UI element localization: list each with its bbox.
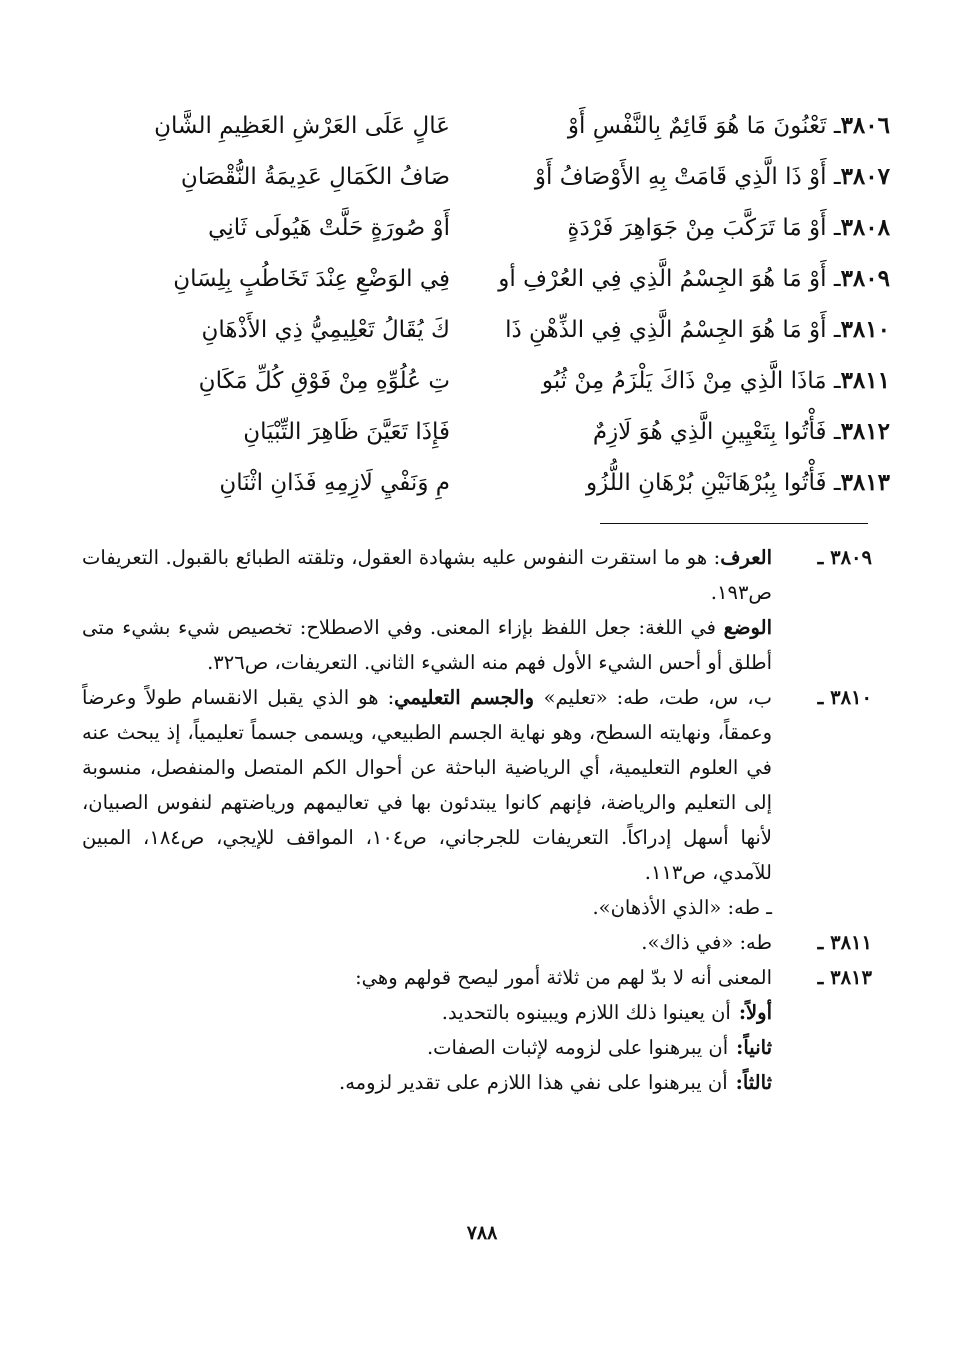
- page-number: ٧٨٨: [466, 1222, 498, 1244]
- verse-second-hemistich: مِ وَنَفْيِ لَازِمِهِ فَذَانِ اثْنَانِ: [219, 469, 450, 496]
- verse-first-hemistich: ٣٨١٣ـ فَأْتُوا بِبُرْهَانَيْنِ بُرْهَانِ اللُّزُو: [585, 469, 890, 496]
- verse: [60, 457, 890, 508]
- footnote-number: ٣٨١٠ ـ: [817, 686, 872, 709]
- footnote-number: ٣٨١٣ ـ: [817, 966, 872, 989]
- footnote-term: والجسم التعليمي: [394, 686, 544, 709]
- verse-number: ٣٨١١: [840, 367, 890, 394]
- verse-first-hemistich: ٣٨٠٨ـ أَوْ مَا تَرَكَّبَ مِنْ جَوَاهِرَ فَرْدَةٍ: [567, 214, 890, 241]
- verse-first-hemistich: ٣٨١٠ـ أَوْ مَا هُوَ الجِسْمُ الَّذِي فِي الذِّهْنِ ذَا: [505, 316, 890, 343]
- list-item: ثالثاً: أن يبرهنوا على نفي هذا اللازم على تقدير لزومه.: [339, 1071, 772, 1094]
- verse-second-hemistich: صَافُ الكَمَالِ عَدِيمَةُ النُّقْصَانِ: [180, 163, 450, 190]
- verse-number: ٣٨٠٨: [840, 214, 890, 241]
- footnote-variant: ب، س، طت، طه: «تعليم»: [543, 686, 772, 709]
- verse-first-hemistich: ٣٨٠٦ـ تَعْنُونَ مَا هُوَ قَائِمٌ بِالنَّفْسِ أَوْ: [567, 112, 890, 139]
- verse-second-hemistich: فَإِذَا تَعَيَّنَ ظَاهِرَ التِّبْيَانِ: [243, 418, 450, 445]
- footnote-text: طه: «في ذاك».: [641, 931, 772, 954]
- verse-second-hemistich: كَ يُقَالُ تَعْلِيمِيُّ ذِي الأَذْهَانِ: [201, 316, 450, 343]
- verse-number: ٣٨١٠: [840, 316, 890, 343]
- footnote-text: : هو الذي يقبل الانقسام طولاً وعرضاً وعمقاً، ونهايته السطح، وهو نهاية الجسم الطبيعي، ويسمى جسماً تعليمياً، إذ يبحث عنه في العلوم التعليمية، أي الرياضية الباحثة عن أحوال الكم المتصل والمنفصل، منسوبة إلى التعليم والرياضة، فإنهم كانوا يبتدئون بها في تعاليمهم ورياضتهم لنفوس الصبيان، لأنها أسهل إدراكاً. التعريفات للجرجاني، ص١٠٤، المواقف للإيجي، ص١٨٤، المبين للآمدي، ص١١٣.: [82, 686, 772, 884]
- verse-second-hemistich: عَالٍ عَلَى العَرْشِ العَظِيمِ الشَّانِ: [154, 112, 450, 139]
- footnote-number: ٣٨٠٩ ـ: [817, 546, 872, 569]
- poem-block: [60, 100, 890, 508]
- footnote-3810: [82, 680, 872, 890]
- verse: [60, 253, 890, 304]
- verse-first-hemistich: ٣٨١٢ـ فَأْتُوا بِتَعْيِينِ الَّذِي هُوَ لَازِمٌ: [592, 418, 890, 445]
- verse: [60, 355, 890, 406]
- verse-second-hemistich: فِي الوَضْعِ عِنْدَ تَخَاطُبٍ بِلِسَانِ: [173, 265, 450, 292]
- footnote-term: العرف: [720, 546, 772, 569]
- footnote-separator: [600, 523, 868, 524]
- footnote-3809: [82, 540, 872, 610]
- verse-number: ٣٨١٣: [840, 469, 890, 496]
- verse-second-hemistich: أَوْ صُورَةٍ حَلَّتْ هَيُولَى ثَانِي: [208, 214, 450, 241]
- footnote-text: المعنى أنه لا بدّ لهم من ثلاثة أمور ليصح قولهم وهي:: [355, 966, 772, 989]
- footnotes: [82, 540, 872, 1100]
- footnote-3809-continuation: [82, 610, 772, 680]
- verse: [60, 304, 890, 355]
- verse-number: ٣٨٠٧: [840, 163, 890, 190]
- verse: [60, 151, 890, 202]
- footnote-text: : هو ما استقرت النفوس عليه بشهادة العقول، وتلقته الطبائع بالقبول. التعريفات ص١٩٣.: [82, 546, 772, 604]
- footnote-3810-extra: ـ طه: «الذي الأذهان».: [592, 896, 772, 919]
- list-item: ثانياً: أن يبرهنوا على لزومه لإثبات الصفات.: [426, 1036, 772, 1059]
- footnote-text: في اللغة: جعل اللفظ بإزاء المعنى. وفي الاصطلاح: تخصيص شيء بشيء متى أطلق أو أحس الشيء الأول فهم منه الشيء الثاني. التعريفات، ص٣٢٦.: [82, 616, 772, 674]
- footnote-term: الوضع: [723, 616, 772, 639]
- verse-second-hemistich: تِ عُلُوِّهِ مِنْ فَوْقِ كُلِّ مَكَانِ: [198, 367, 450, 394]
- verse-number: ٣٨١٢: [840, 418, 890, 445]
- footnote-number: ٣٨١١ ـ: [817, 931, 872, 954]
- footnote-3813: [82, 960, 872, 995]
- verse-first-hemistich: ٣٨٠٩ـ أَوْ مَا هُوَ الجِسْمُ الَّذِي فِي العُرْفِ أو: [498, 265, 890, 292]
- verse-first-hemistich: ٣٨٠٧ـ أَوْ ذَا الَّذِي قَامَتْ بِهِ الأَوْصَافُ أَوْ: [534, 163, 890, 190]
- verse: [60, 202, 890, 253]
- verse: [60, 100, 890, 151]
- list-item: أولاً: أن يعينوا ذلك اللازم ويبينوه بالتحديد.: [441, 1001, 772, 1024]
- verse-number: ٣٨٠٩: [840, 265, 890, 292]
- verse: [60, 406, 890, 457]
- footnote-3813-list: [82, 995, 772, 1100]
- verse-number: ٣٨٠٦: [840, 112, 890, 139]
- footnote-3811: [82, 925, 872, 960]
- verse-first-hemistich: ٣٨١١ـ مَاذَا الَّذِي مِنْ ذَاكَ يَلْزَمُ مِنْ ثُبُو: [541, 367, 890, 394]
